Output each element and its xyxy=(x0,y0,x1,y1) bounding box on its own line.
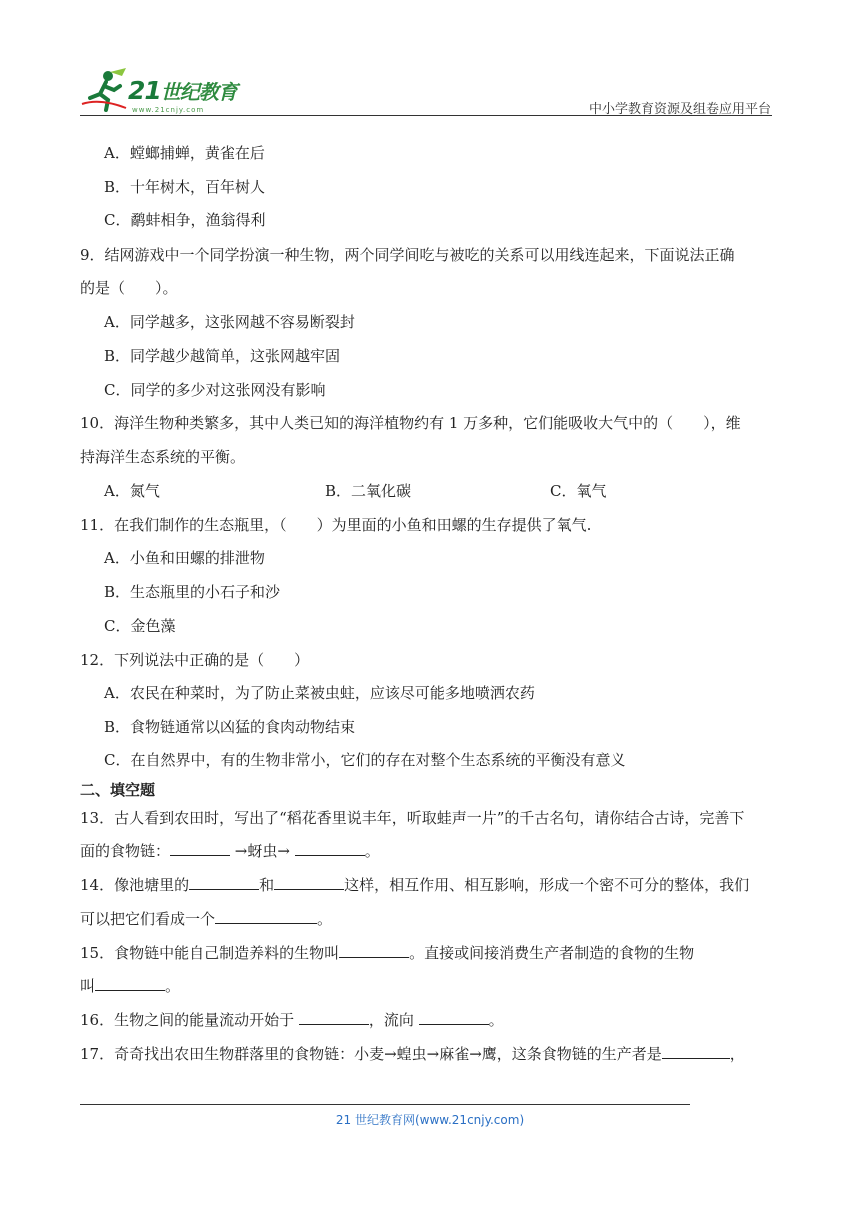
q15-blank-2[interactable] xyxy=(95,976,165,991)
q10-option-a: A．氮气 xyxy=(104,482,160,500)
q10-stem-line2: 持海洋生态系统的平衡。 xyxy=(80,448,246,466)
logo-wordmark: 21世纪教育 xyxy=(128,76,237,105)
q16-stem: 16．生物之间的能量流动开始于 ，流向 。 xyxy=(80,1011,504,1029)
q9-stem-line2: 的是（ ）。 xyxy=(80,279,178,297)
q16-blank-2[interactable] xyxy=(419,1010,489,1025)
q13-blank-2[interactable] xyxy=(295,841,365,856)
q10-stem-line1: 10．海洋生物种类繁多，其中人类已知的海洋植物约有 1 万多种，它们能吸收大气中的（ ），维 xyxy=(80,414,741,432)
q9-option-b: B．同学越少越简单，这张网越牢固 xyxy=(104,347,341,365)
q17-stem: 17．奇奇找出农田生物群落里的食物链：小麦→蝗虫→麻雀→鹰，这条食物链的生产者是 ， xyxy=(80,1045,745,1063)
footer-divider xyxy=(80,1104,690,1105)
page-footer: 21 世纪教育网(www.21cnjy.com) xyxy=(335,1113,525,1127)
q10-options xyxy=(80,480,780,502)
runner-logo-icon xyxy=(80,68,132,112)
q9-option-a: A．同学越多，这张网越不容易断裂封 xyxy=(104,313,355,331)
q9-stem-line1: 9．结网游戏中一个同学扮演一种生物，两个同学间吃与被吃的关系可以用线连起来，下面说法正确 xyxy=(80,246,735,264)
q12-option-b: B．食物链通常以凶猛的食肉动物结束 xyxy=(104,718,356,736)
section-fill-in-heading: 二、填空题 xyxy=(80,781,156,799)
q11-stem: 11．在我们制作的生态瓶里，（ ）为里面的小鱼和田螺的生存提供了氧气. xyxy=(80,516,592,534)
q14-stem-line2: 可以把它们看成一个 。 xyxy=(80,910,333,928)
site-logo xyxy=(80,68,270,114)
q15-blank-1[interactable] xyxy=(339,943,409,958)
q14-blank-3[interactable] xyxy=(215,909,317,924)
q13-stem-line1: 13．古人看到农田时，写出了“稻花香里说丰年，听取蛙声一片”的千古名句，请你结合古诗，完善下 xyxy=(80,809,745,827)
q13-stem-line2: 面的食物链： →蚜虫→ 。 xyxy=(80,842,380,860)
q14-blank-2[interactable] xyxy=(274,875,344,890)
q15-stem-line2: 叫 。 xyxy=(80,977,181,995)
q9-option-c: C．同学的多少对这张网没有影响 xyxy=(104,381,326,399)
q17-blank-1[interactable] xyxy=(662,1044,730,1059)
q12-stem: 12．下列说法中正确的是（ ） xyxy=(80,651,310,669)
q16-blank-1[interactable] xyxy=(299,1010,369,1025)
page-header xyxy=(80,62,780,118)
q14-blank-1[interactable] xyxy=(189,875,259,890)
header-tagline: 中小学教育资源及组卷应用平台 xyxy=(588,102,771,117)
q11-option-b: B．生态瓶里的小石子和沙 xyxy=(104,583,281,601)
logo-url: www.21cnjy.com xyxy=(132,106,205,114)
q12-option-a: A．农民在种菜时，为了防止菜被虫蛀，应该尽可能多地喷洒农药 xyxy=(104,684,535,702)
q15-stem-line1: 15．食物链中能自己制造养料的生物叫 。直接或间接消费生产者制造的食物的生物 xyxy=(80,944,695,962)
q8-option-b: B．十年树木，百年树人 xyxy=(104,178,266,196)
q11-option-c: C．金色藻 xyxy=(104,617,176,635)
header-divider xyxy=(80,115,772,116)
q11-option-a: A．小鱼和田螺的排泄物 xyxy=(104,549,265,567)
q14-stem-line1: 14．像池塘里的 和 这样，相互作用、相互影响，形成一个密不可分的整体，我们 xyxy=(80,876,750,894)
q8-option-c: C．鹬蚌相争，渔翁得利 xyxy=(104,211,266,229)
q8-option-a: A．螳螂捕蝉，黄雀在后 xyxy=(104,144,265,162)
q13-blank-1[interactable] xyxy=(170,841,230,856)
q10-option-c: C．氧气 xyxy=(550,482,607,500)
q12-option-c: C．在自然界中，有的生物非常小，它们的存在对整个生态系统的平衡没有意义 xyxy=(104,751,626,769)
q10-option-b: B．二氧化碳 xyxy=(325,482,412,500)
